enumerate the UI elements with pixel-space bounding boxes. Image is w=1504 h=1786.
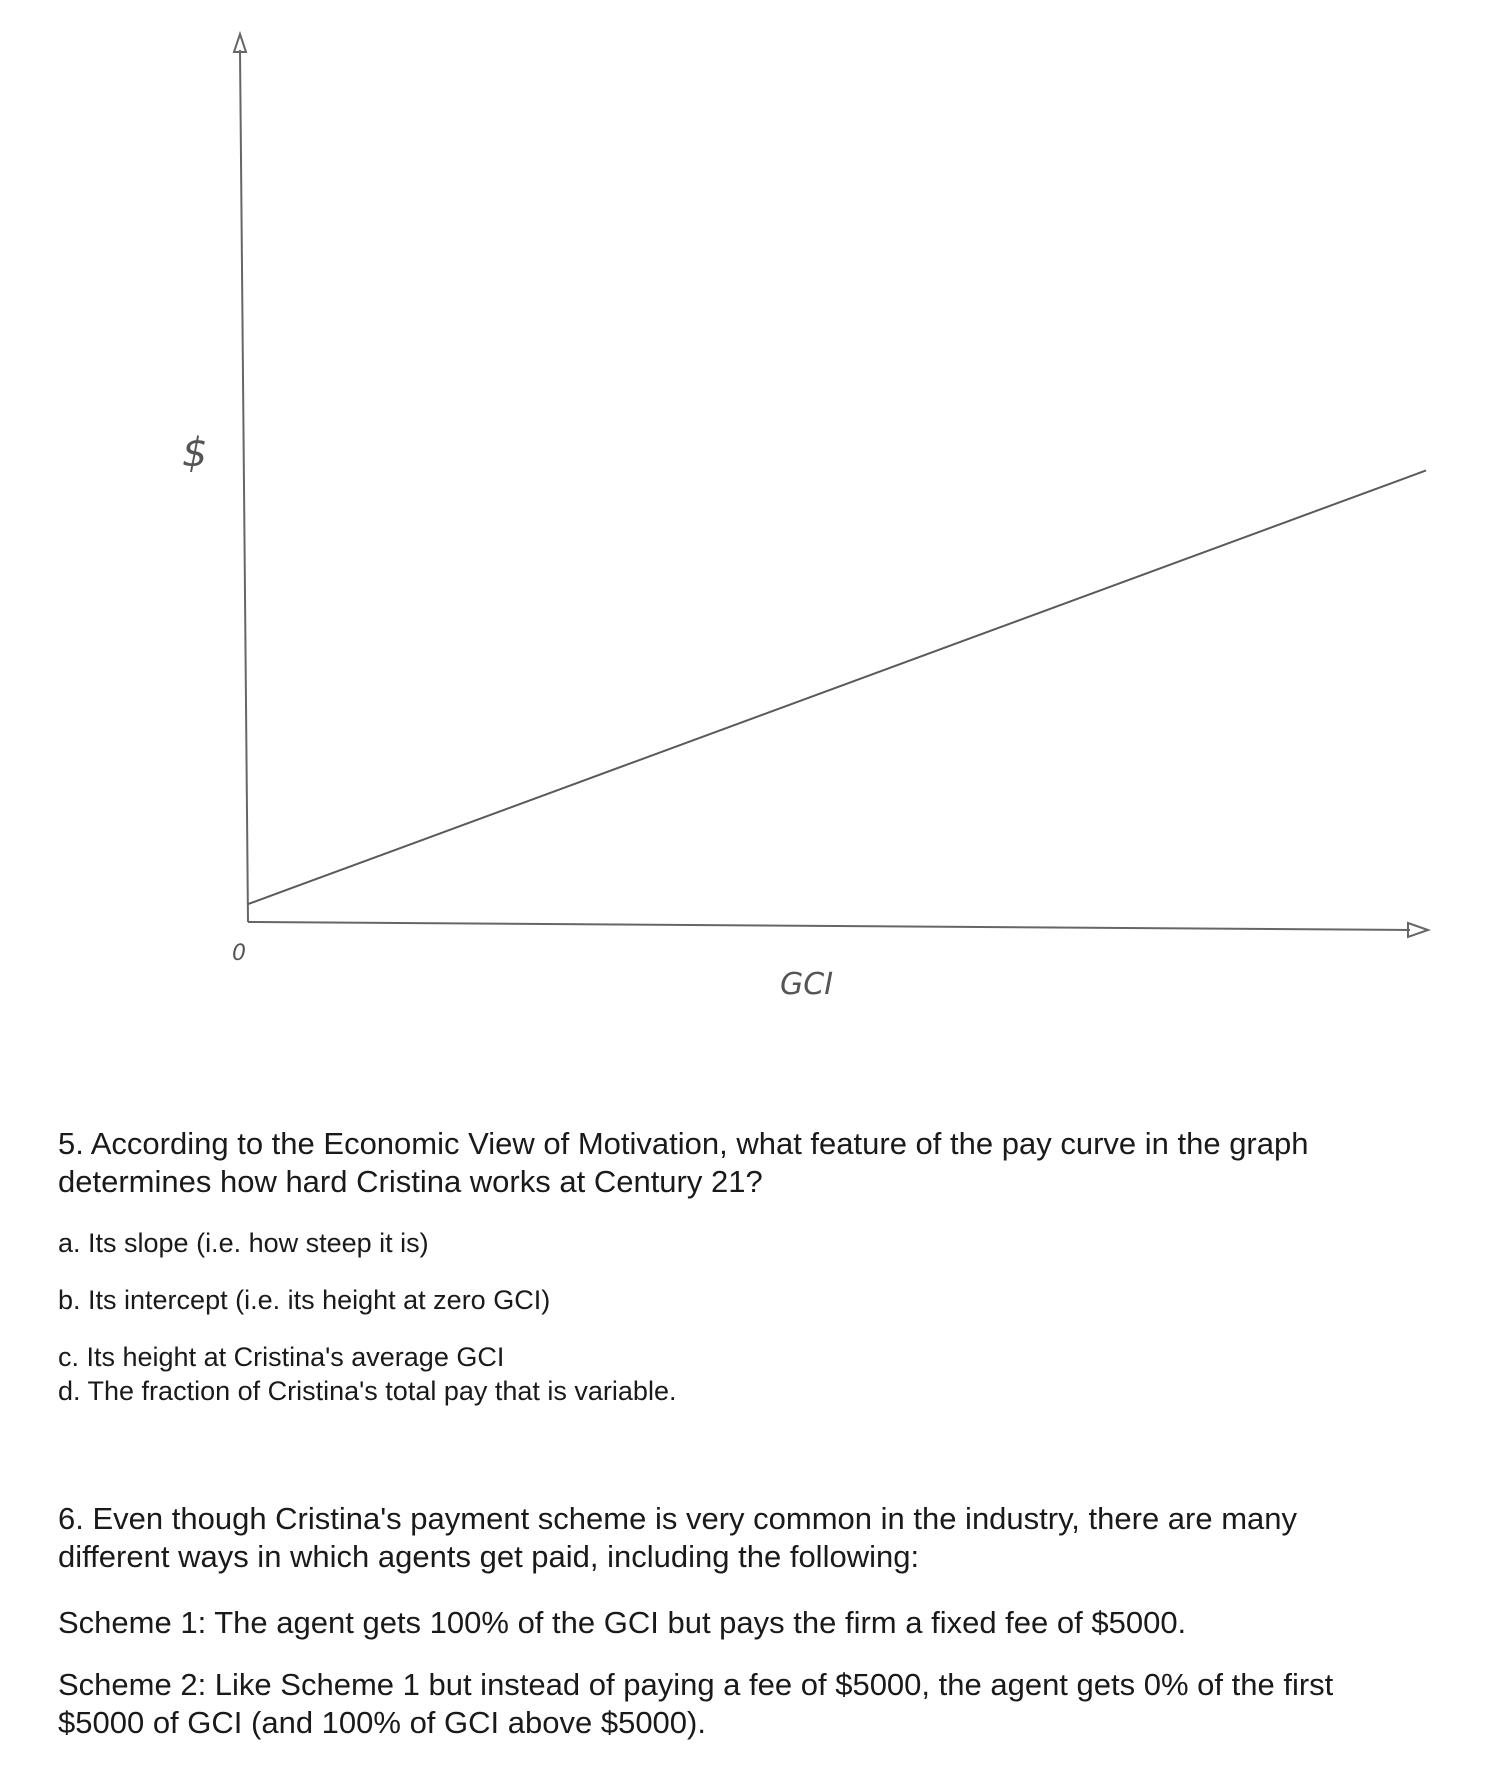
question-6-scheme-1: Scheme 1: The agent gets 100% of the GCI but pays the firm a fixed fee of $5000. (58, 1605, 1187, 1640)
question-5-option-a: a. Its slope (i.e. how steep it is) (58, 1228, 429, 1258)
x-axis-arrowhead (1408, 923, 1428, 937)
question-6-scheme-2: Scheme 2: Like Scheme 1 but instead of paying a fee of $5000, the agent gets 0% of the first $5000 of GCI (and 100% of GCI above $5000). (58, 1667, 1334, 1740)
question-5-title: 5. According to the Economic View of Motivation, what feature of the pay curve in the graph determines how hard Cristina works at Century 21? (58, 1126, 1309, 1199)
question-6-intro: 6. Even though Cristina's payment scheme is very common in the industry, there are many different ways in which agents get paid, including the following: (58, 1501, 1298, 1574)
question-5-option-b: b. Its intercept (i.e. its height at zero GCI) (58, 1285, 551, 1315)
origin-label: 0 (232, 941, 246, 966)
y-axis-label: $ (182, 430, 208, 476)
question-5-option-c: c. Its height at Cristina's average GCI (58, 1342, 505, 1372)
pay-curve-line (248, 470, 1426, 904)
x-axis-label: GCI (780, 967, 834, 1002)
question-5-option-d: d. The fraction of Cristina's total pay that is variable. (58, 1376, 677, 1406)
x-axis (248, 922, 1410, 930)
y-axis (240, 50, 248, 922)
y-axis-arrowhead (234, 34, 246, 52)
